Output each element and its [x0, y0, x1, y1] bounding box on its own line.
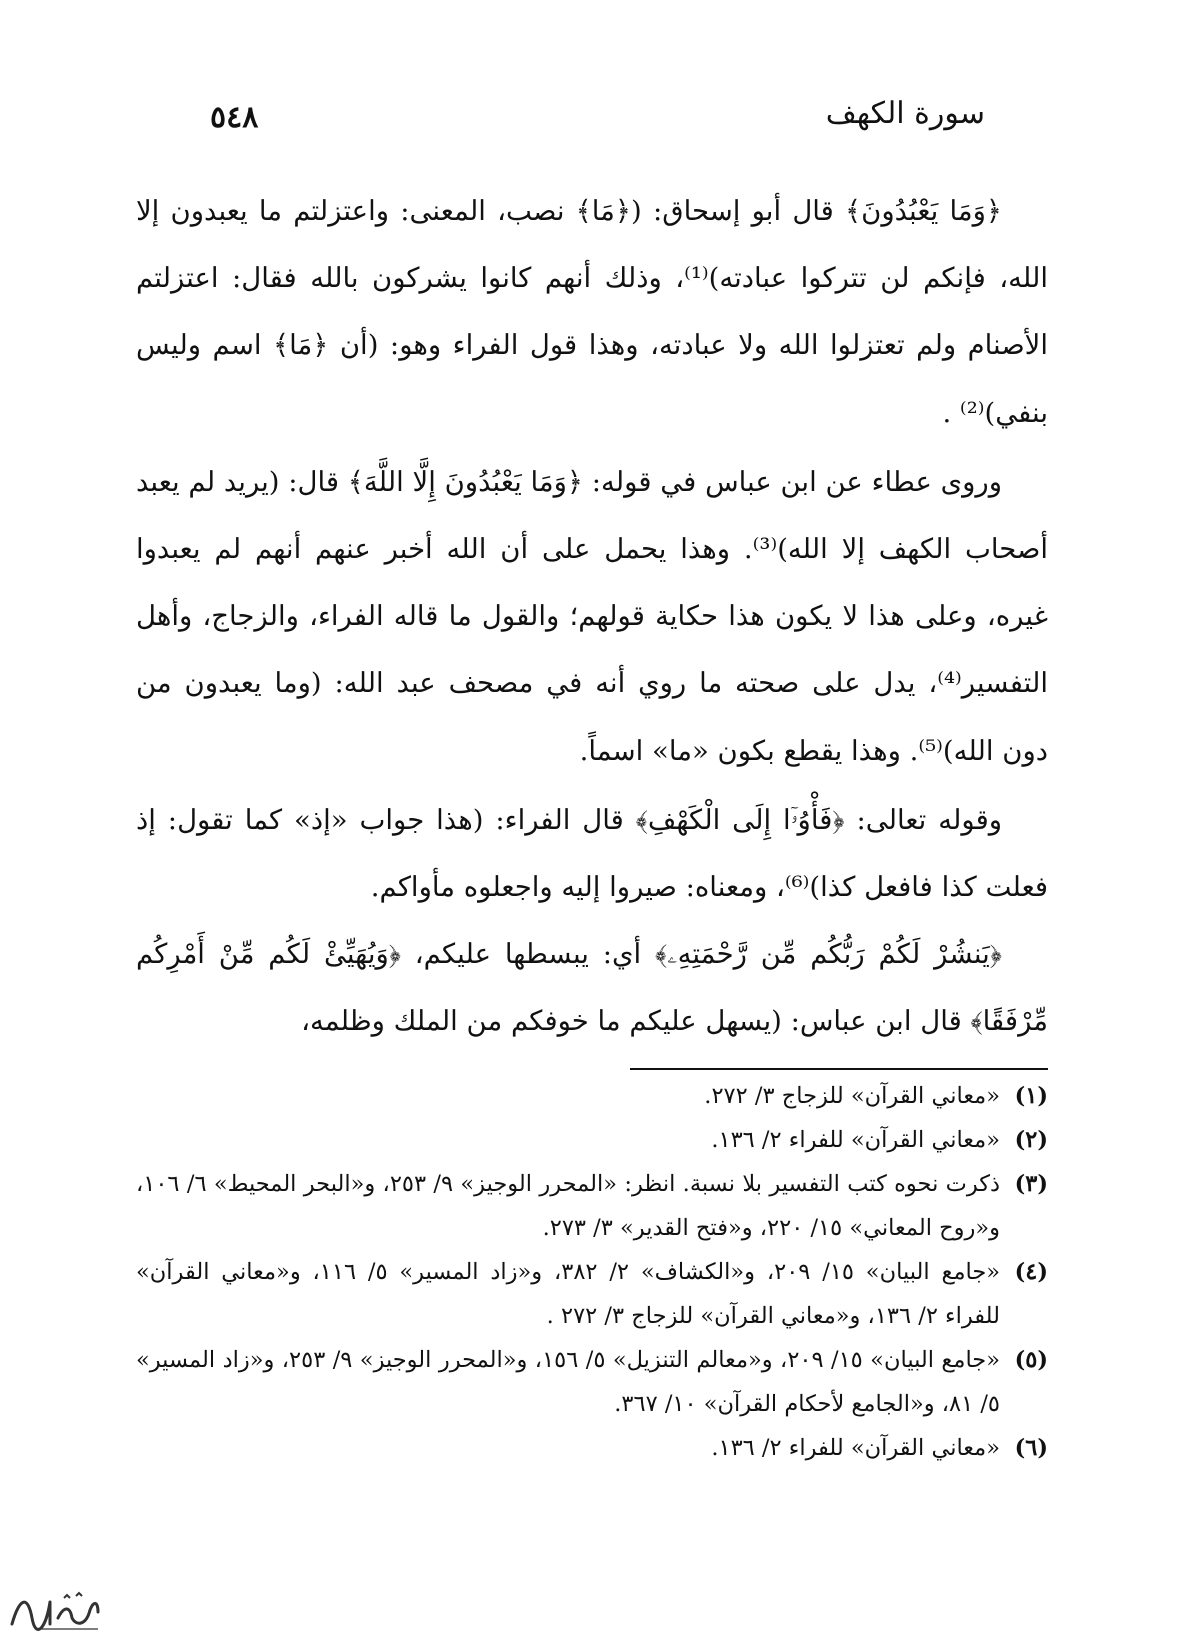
footnote-text: «معاني القرآن» للزجاج ٣/ ٢٧٢. [704, 1083, 1000, 1109]
paragraph: وروى عطاء عن ابن عباس في قوله: ﴿وَمَا يَعْبُدُونَ إِلَّا اللَّهَ﴾ قال: (يريد لم يعبد أصحاب الكهف إلا الله)⁽³⁾. وهذا يحمل على أن الله أخبر عنهم أنهم لم يعبدوا غيره، وعلى هذا لا يكون هذا حكاية قولهم؛ والقول ما قاله الفراء، والزجاج، وأهل التفسير⁽⁴⁾، يدل على صحته ما روي أنه في مصحف عبد الله: (وما يعبدون من دون الله)⁽⁵⁾. وهذا يقطع بكون «ما» اسماً. [136, 465, 1049, 767]
page-number: ٥٤٨ [210, 100, 259, 135]
footnote-number: (٤) [1014, 1259, 1048, 1285]
footnote [136, 1118, 1048, 1162]
footnote-text: «جامع البيان» ١٥/ ٢٠٩، و«معالم التنزيل» ٥/ ١٥٦، و«المحرر الوجيز» ٩/ ٢٥٣، و«زاد المسير» ٥/ ٨١، و«الجامع لأحكام القرآن» ١٠/ ٣٦٧. [136, 1347, 1000, 1417]
footnote-text: ذكرت نحوه كتب التفسير بلا نسبة. انظر: «المحرر الوجيز» ٩/ ٢٥٣، و«البحر المحيط» ٦/ ١٠٦، و«روح المعاني» ١٥/ ٢٢٠، و«فتح القدير» ٣/ ٢٧٣. [136, 1171, 1000, 1241]
surah-title: سورة الكهف [825, 96, 985, 131]
footnote [136, 1338, 1048, 1426]
footnote-number: (٢) [1014, 1127, 1048, 1153]
footnote-text: «جامع البيان» ١٥/ ٢٠٩، و«الكشاف» ٢/ ٣٨٢، و«زاد المسير» ٥/ ١١٦، و«معاني القرآن» للفراء ٢/ ١٣٦، و«معاني القرآن» للزجاج ٣/ ٢٧٢ . [136, 1259, 1001, 1329]
paragraph: ﴿وَمَا يَعْبُدُونَ﴾ قال أبو إسحاق: (﴿مَا﴾ نصب، المعنى: واعتزلتم ما يعبدون إلا الله، فإنكم لن تتركوا عبادته)⁽¹⁾، وذلك أنهم كانوا يشركون بالله فقال: اعتزلتم الأصنام ولم تعتزلوا الله ولا عبادته، وهذا قول الفراء وهو: (أن ﴿مَا﴾ اسم وليس بنفي)⁽²⁾ . [136, 195, 1048, 429]
footnote [136, 1162, 1048, 1250]
paragraph: وقوله تعالى: ﴿فَأْوُۥٓا إِلَى الْكَهْفِ﴾ قال الفراء: (هذا جواب «إذ» كما تقول: إذ فعلت كذا فافعل كذا)⁽⁶⁾، ومعناه: صيروا إليه واجعلوه مأواكم. [136, 803, 1048, 904]
footnotes [136, 1074, 1048, 1470]
footnote [136, 1426, 1048, 1470]
main-text [136, 178, 1048, 1056]
paragraph: ﴿يَنشُرْ لَكُمْ رَبُّكُم مِّن رَّحْمَتِهِۦ﴾ أي: يبسطها عليكم، ﴿وَيُهَيِّئْ لَكُم مِّنْ أَمْرِكُم مِّرْفَقًا﴾ قال ابن عباس: (يسهل عليكم ما خوفكم من الملك وظلمه، [136, 938, 1048, 1038]
footnote-number: (١) [1014, 1083, 1048, 1109]
page-header [210, 96, 985, 146]
publisher-logo-icon [6, 1588, 104, 1632]
footnote [136, 1074, 1048, 1118]
footnote-text: «معاني القرآن» للفراء ٢/ ١٣٦. [711, 1127, 1000, 1153]
footnote-number: (٥) [1014, 1347, 1048, 1373]
footnote-number: (٣) [1014, 1171, 1048, 1197]
footnote-number: (٦) [1014, 1435, 1048, 1461]
footnote-text: «معاني القرآن» للفراء ٢/ ١٣٦. [711, 1435, 1000, 1461]
footnote-divider [630, 1068, 1048, 1070]
footnote [136, 1250, 1048, 1338]
